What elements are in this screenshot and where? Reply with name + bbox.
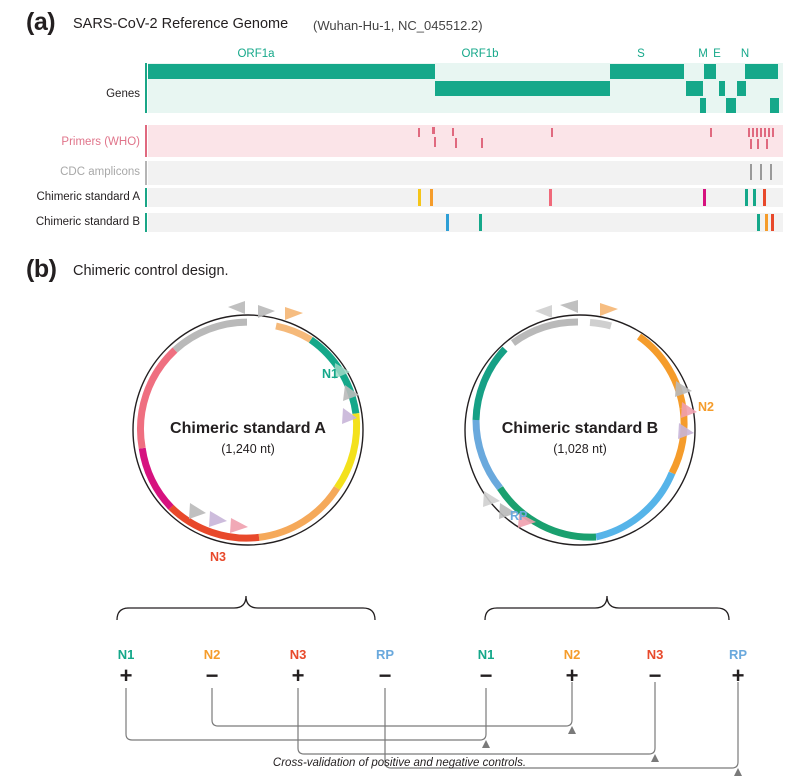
plasmid-b-primer-arrow [600, 303, 618, 316]
plasmid-b-arc-n2-bottom [672, 408, 684, 473]
connector-arrow [734, 768, 742, 776]
plasmid-b-ring-label-rp: RP [510, 509, 528, 523]
panel-a-subtitle: (Wuhan-Hu-1, NC_045512.2) [313, 18, 483, 33]
assay-label-a-rp: RP [375, 647, 395, 662]
assay-label-a-n1: N1 [117, 647, 135, 662]
primer-mark [434, 137, 436, 147]
plasmid-diagrams [0, 245, 799, 780]
track-label-primers: Primers (WHO) [61, 136, 140, 148]
standard-b-mark [765, 214, 768, 231]
standard-a-mark [753, 189, 756, 206]
plasmid-a-size: (1,240 nt) [221, 442, 275, 456]
panel-a [0, 0, 799, 245]
plasmid-a-ring-label-n3: N3 [210, 550, 226, 564]
plasmid-a-primer-arrow [230, 518, 248, 533]
cdc-track-tick [145, 161, 147, 185]
brace-plasmid-b [485, 596, 729, 620]
primer-mark [455, 138, 457, 148]
gene-bar-orf10 [770, 98, 779, 113]
plasmid-a-arc-grey [175, 322, 247, 350]
plasmid-b-ring-label-n2: N2 [698, 400, 714, 414]
plasmid-a-arc-lightorange [276, 326, 311, 340]
standard-b-mark [479, 214, 482, 231]
standard-a-mark [418, 189, 421, 206]
assay-sign-a-n1: + [119, 663, 133, 688]
primers-track-tick [145, 125, 147, 157]
primer-mark [750, 139, 752, 149]
track-label-cdc: CDC amplicons [60, 166, 140, 178]
assay-sign-a-n3: + [291, 663, 305, 688]
standard-b-band [148, 213, 783, 232]
assay-sign-b-n1: − [479, 663, 493, 688]
primer-mark [768, 128, 770, 137]
gene-bar-orf3a [686, 81, 703, 96]
assay-label-b-n3: N3 [646, 647, 664, 662]
plasmid-a-ring-label-n1: N1 [322, 367, 338, 381]
primer-mark [757, 139, 759, 149]
gene-bar-s [610, 64, 684, 79]
standard-a-mark [763, 189, 766, 206]
plasmid-b-primer-arrow [483, 491, 500, 507]
cdc-band [148, 161, 783, 185]
plasmid-a-primer-arrow [285, 307, 303, 320]
primer-mark [452, 128, 454, 136]
standard-a-mark [745, 189, 748, 206]
crossvalidation-line-n2 [212, 682, 572, 726]
primer-mark [764, 128, 766, 137]
panel-a-letter: (a) [26, 8, 56, 36]
plasmid-a-primer-arrow [189, 503, 206, 519]
primer-mark [551, 128, 553, 137]
gene-label-e: E [713, 48, 721, 60]
gene-bar-e [700, 98, 706, 113]
standard-b-mark [771, 214, 774, 231]
primer-mark [418, 128, 420, 137]
standard-a-mark [703, 189, 706, 206]
gene-label-s: S [637, 48, 645, 60]
gene-bar-n [745, 64, 778, 79]
track-label-standard-b: Chimeric standard B [35, 216, 140, 228]
primers-band [148, 125, 783, 157]
gene-label-orf1a: ORF1a [237, 48, 275, 60]
gene-bar-orf8 [737, 81, 746, 96]
standard-b-track-tick [145, 213, 147, 232]
standard-b-mark [446, 214, 449, 231]
crossvalidation-caption: Cross-validation of positive and negative controls. [272, 757, 527, 769]
primer-mark [710, 128, 712, 137]
standard-a-mark [549, 189, 552, 206]
plasmid-a-primer-arrow [228, 301, 245, 314]
gene-bar-orf6 [719, 81, 725, 96]
plasmid-a-name: Chimeric standard A [170, 420, 326, 437]
panel-b-letter: (b) [26, 255, 57, 283]
connector-arrow [482, 740, 490, 748]
plasmid-a-primer-arrow [209, 511, 227, 527]
plasmid-b-arc-lightgrey [590, 323, 611, 327]
standard-a-track-tick [145, 188, 147, 207]
assay-label-b-rp: RP [728, 647, 748, 662]
gene-bar-m [704, 64, 716, 79]
standard-a-band [148, 188, 783, 207]
gene-label-n: N [740, 48, 750, 60]
primer-mark [748, 128, 750, 137]
crossvalidation-line-n3 [298, 682, 655, 754]
plasmid-b-primer-arrow [535, 305, 552, 318]
crossvalidation-line-n1 [126, 688, 486, 740]
plasmid-b-primer-arrow [560, 300, 578, 313]
assay-sign-a-rp: − [378, 663, 392, 688]
gene-bar-orf1a [148, 64, 435, 79]
crossvalidation-line-rp [385, 682, 738, 768]
standard-a-mark [430, 189, 433, 206]
plasmid-b-arc-grey [513, 322, 578, 343]
standard-b-mark [757, 214, 760, 231]
brace-plasmid-a [117, 596, 375, 620]
assay-label-a-n2: N2 [203, 647, 221, 662]
panel-a-title: SARS-CoV-2 Reference Genome [73, 16, 289, 32]
assay-sign-a-n2: − [205, 663, 219, 688]
panel-b [0, 245, 799, 780]
assay-label-b-n1: N1 [477, 647, 495, 662]
plasmid-b-size: (1,028 nt) [553, 442, 607, 456]
connector-arrow [568, 726, 576, 734]
plasmid-b-arc-n2-top [639, 337, 683, 409]
primer-mark [766, 139, 768, 149]
assay-label-a-n3: N3 [289, 647, 307, 662]
track-label-genes: Genes [106, 88, 140, 100]
gene-label-orf1b: ORF1b [461, 48, 499, 60]
plasmid-b-name: Chimeric standard B [501, 420, 659, 437]
plasmid-a-arc-magenta [142, 448, 171, 507]
track-label-standard-a: Chimeric standard A [36, 191, 140, 203]
assay-sign-b-n3: − [648, 663, 662, 688]
cdc-amplicon-mark [770, 164, 772, 180]
plasmid-b-arc-blue [596, 473, 672, 537]
primer-mark [760, 128, 762, 137]
gene-label-m: M [698, 48, 708, 60]
panel-b-title: Chimeric control design. [73, 263, 229, 279]
cdc-amplicon-mark [760, 164, 762, 180]
cdc-amplicon-mark [750, 164, 752, 180]
primer-mark [432, 127, 435, 134]
plasmid-b-arc-teal-top [476, 349, 505, 420]
genes-track-tick [145, 63, 147, 113]
assay-label-b-n2: N2 [563, 647, 581, 662]
assay-sign-b-n2: + [565, 663, 579, 688]
primer-mark [756, 128, 758, 137]
plasmid-a-arc-orange [259, 488, 337, 537]
primer-mark [772, 128, 774, 137]
primer-mark [752, 128, 754, 137]
primer-mark [481, 138, 483, 148]
assay-sign-b-rp: + [731, 663, 745, 688]
gene-bar-orf1b [435, 81, 610, 96]
gene-bar-orf7a [726, 98, 736, 113]
